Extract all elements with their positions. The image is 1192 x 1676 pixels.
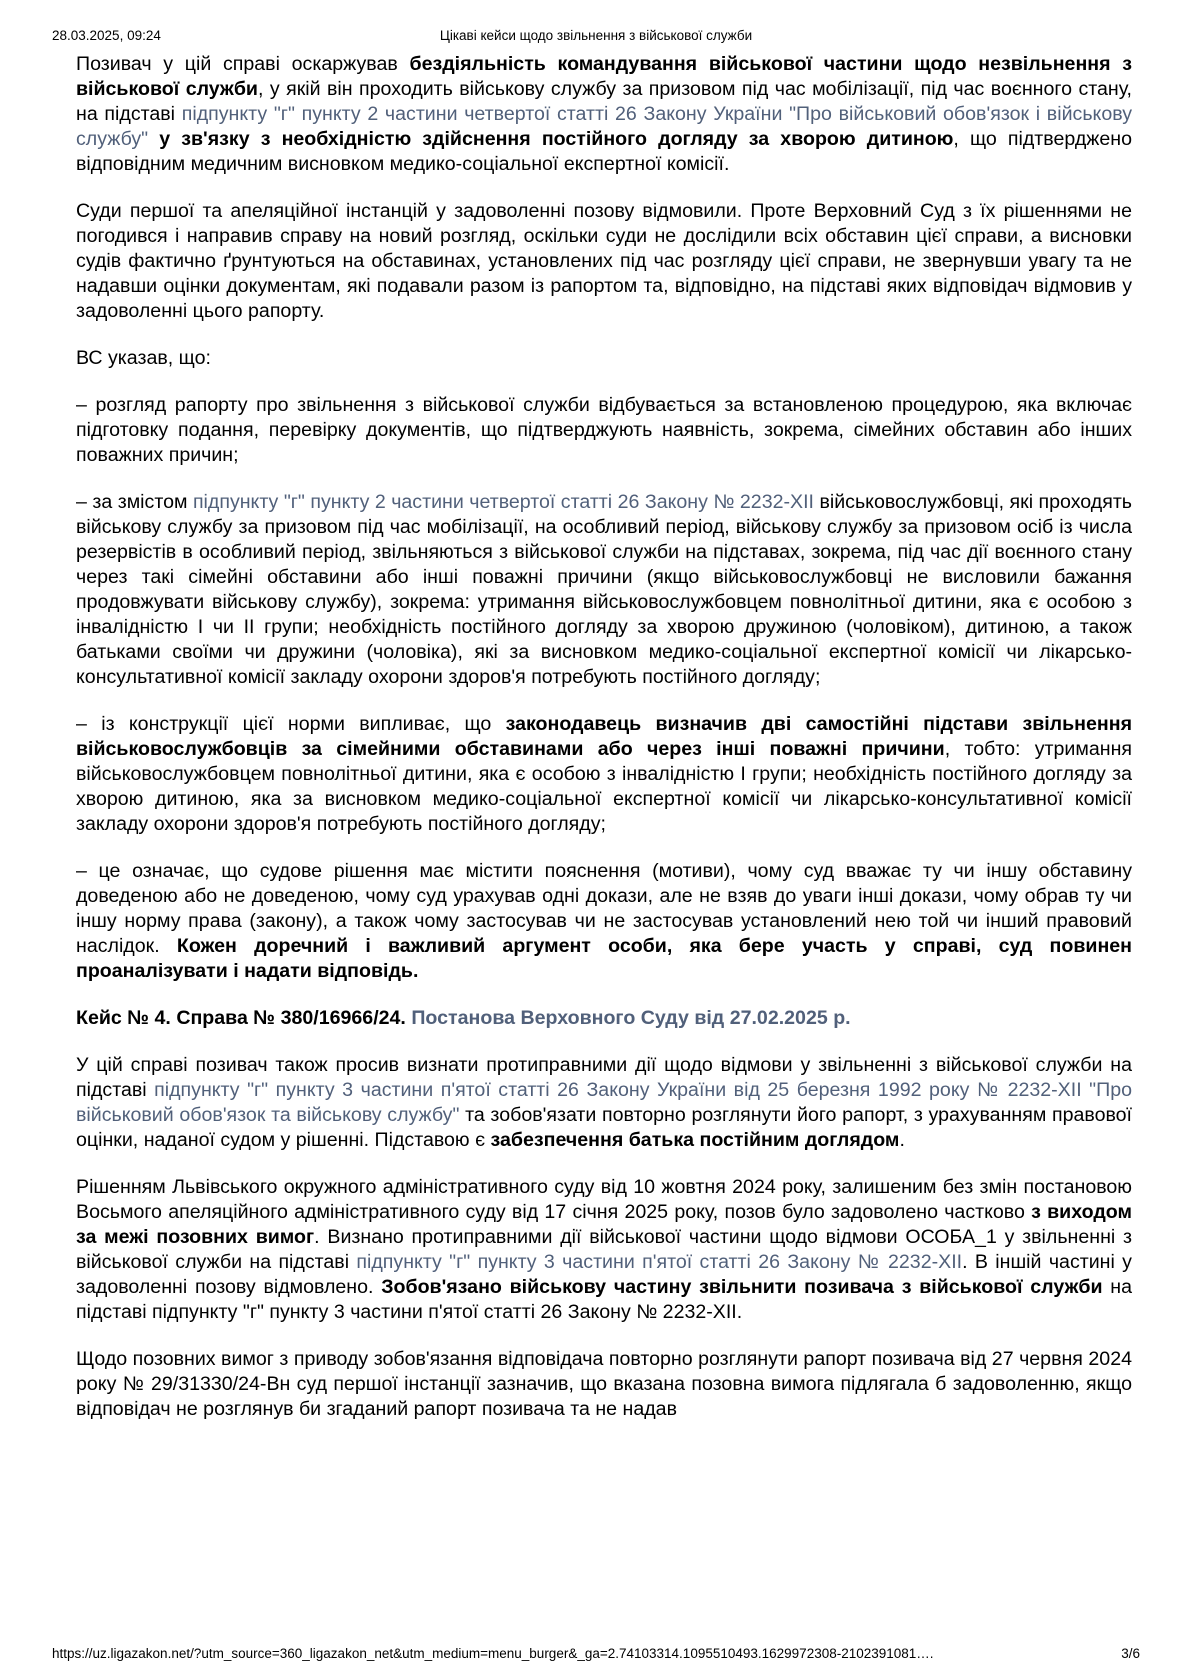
page-footer xyxy=(0,1646,1192,1664)
article-body xyxy=(76,52,1132,1444)
page-number: 3/6 xyxy=(1121,1646,1140,1661)
paragraph-4: – розгляд рапорту про звільнення з військової служби відбувається за встановленою процедурою, яка включає підготовку подання, перевірку документів, що підтверджують наявність, зокрема, сімейних обставин або інших поважних причин; xyxy=(76,394,1132,466)
paragraph-9: Рішенням Львівського окружного адміністративного суду від 10 жовтня 2024 року, залишеним без змін постановою Восьмого апеляційного адміністративного суду від 17 січня 2025 року, позов було задоволено частково з виходом за межі позовних вимог. Визнано протиправними дії військової частини щодо відмови ОСОБА_1 у звільненні з військової служби на підставі підпункту "г" пункту 3 частини п'ятої статті 26 Закону № 2232-XII. В іншій частині у задоволенні позову відмовлено. Зобов'язано військову частину звільнити позивача з військової служби на підставі підпункту "г" пункту 3 частини п'ятої статті 26 Закону № 2232-XII. xyxy=(76,1176,1132,1323)
paragraph-8: У цій справі позивач також просив визнати протиправними дії щодо відмови у звільненні з військової служби на підставі підпункту "г" пункту 3 частини п'ятої статті 26 Закону України від 25 березня 1992 року № 2232-XII "Про військовий обов'язок та військову службу" та зобов'язати повторно розглянути його рапорт, з урахуванням правової оцінки, наданої судом у рішенні. Підставою є забезпечення батька постійним доглядом. xyxy=(76,1054,1132,1151)
law-link[interactable]: підпункту "г" пункту 3 частини п'ятої статті 26 Закону № 2232-XII xyxy=(356,1251,963,1273)
paragraph-1: Позивач у цій справі оскаржував бездіяльність командування військової частини щодо незвільнення з військової служби, у якій він проходить військову службу за призовом під час мобілізації, під час воєнного стану, на підставі підпункту "г" пункту 2 частини четвертої статті 26 Закону України "Про військовий обов'язок і військову службу" у зв'язку з необхідністю здійснення постійного догляду за хворою дитиною, що підтверджено відповідним медичним висновком медико-соціальної експертної комісії. xyxy=(76,53,1133,175)
print-datetime: 28.03.2025, 09:24 xyxy=(52,28,161,43)
paragraph-7: – це означає, що судове рішення має містити пояснення (мотиви), чому суд вважає ту чи іншу обставину доведеною або не доведеною, чому суд урахував одні докази, але не взяв до уваги інші докази, чому обрав ту чи іншу норму права (закону), а також чому застосував чи не застосував установлений нею той чи інший правовий наслідок. Кожен доречний і важливий аргумент особи, яка бере участь у справі, суд повинен проаналізувати і надати відповідь. xyxy=(76,860,1133,982)
page-header xyxy=(0,28,1192,46)
ruling-link[interactable]: Постанова Верховного Суду від 27.02.2025 р. xyxy=(411,1007,851,1029)
law-link[interactable]: підпункту "г" пункту 2 частини четвертої статті 26 Закону України "Про військовий обов'язок і військову службу" xyxy=(76,103,1132,150)
paragraph-2: Суди першої та апеляційної інстанцій у задоволенні позову відмовили. Проте Верховний Суд з їх рішеннями не погодився і направив справу на новий розгляд, оскільки суди не дослідили всіх обставин цієї справи, а висновки судів фактично ґрунтуються на обставинах, установлених під час розгляду цієї справи, не звернувши увагу та не надавши оцінки документам, які подавали разом із рапортом та, відповідно, на підставі яких відповідач відмовив у задоволенні цього рапорту. xyxy=(76,200,1132,322)
page-title: Цікаві кейси щодо звільнення з військової служби xyxy=(439,28,753,43)
paragraph-3: ВС указав, що: xyxy=(76,347,211,369)
source-url[interactable]: https://uz.ligazakon.net/?utm_source=360_ligazakon_net&utm_medium=menu_burger&_ga=2.74103314.1095510493.1629972308-2102391081…. xyxy=(52,1646,934,1661)
law-link[interactable]: підпункту "г" пункту 2 частини четвертої статті 26 Закону № 2232-XII xyxy=(192,491,814,513)
paragraph-5: – за змістом підпункту "г" пункту 2 частини четвертої статті 26 Закону № 2232-XII військовослужбовці, які проходять військову службу за призовом під час мобілізації, на особливий період, військову службу за призовом осіб із числа резервістів в особливий період, звільняються з військової служби на підставах, зокрема, під час дії воєнного стану через такі сімейні обставини або інші поважні причини (якщо військовослужбовці не висловили бажання продовжувати військову службу), зокрема: утримання військовослужбовцем повнолітньої дитини, яка є особою з інвалідністю I чи II групи; необхідність постійного догляду за хворою дружиною (чоловіком), дитиною, а також батьками своїми чи дружини (чоловіка), які за висновком медико-соціальної експертної комісії чи лікарсько-консультативної комісії закладу охорони здоров'я потребують постійного догляду; xyxy=(76,491,1133,688)
case-heading: Кейс № 4. Справа № 380/16966/24. Постанова Верховного Суду від 27.02.2025 р. xyxy=(76,1007,851,1029)
law-link[interactable]: підпункту "г" пункту 3 частини п'ятої статті 26 Закону України від 25 березня 1992 року № 2232-XII "Про військовий обов'язок та військову службу" xyxy=(76,1079,1132,1126)
paragraph-6: – із конструкції цієї норми випливає, що законодавець визначив дві самостійні підстави звільнення військовослужбовців за сімейними обставинами або через інші поважні причини, тобто: утримання військовослужбовцем повнолітньої дитини, яка є особою з інвалідністю I групи; необхідність постійного догляду за хворою дитиною, яка за висновком медико-соціальної експертної комісії чи лікарсько-консультативної комісії закладу охорони здоров'я потребують постійного догляду; xyxy=(76,713,1133,835)
paragraph-10: Щодо позовних вимог з приводу зобов'язання відповідача повторно розглянути рапорт позивача від 27 червня 2024 року № 29/31330/24-Вн суд першої інстанції зазначив, що вказана позовна вимога підлягала б задоволенню, якщо відповідач не розглянув би згаданий рапорт позивача та не надав xyxy=(76,1348,1132,1420)
